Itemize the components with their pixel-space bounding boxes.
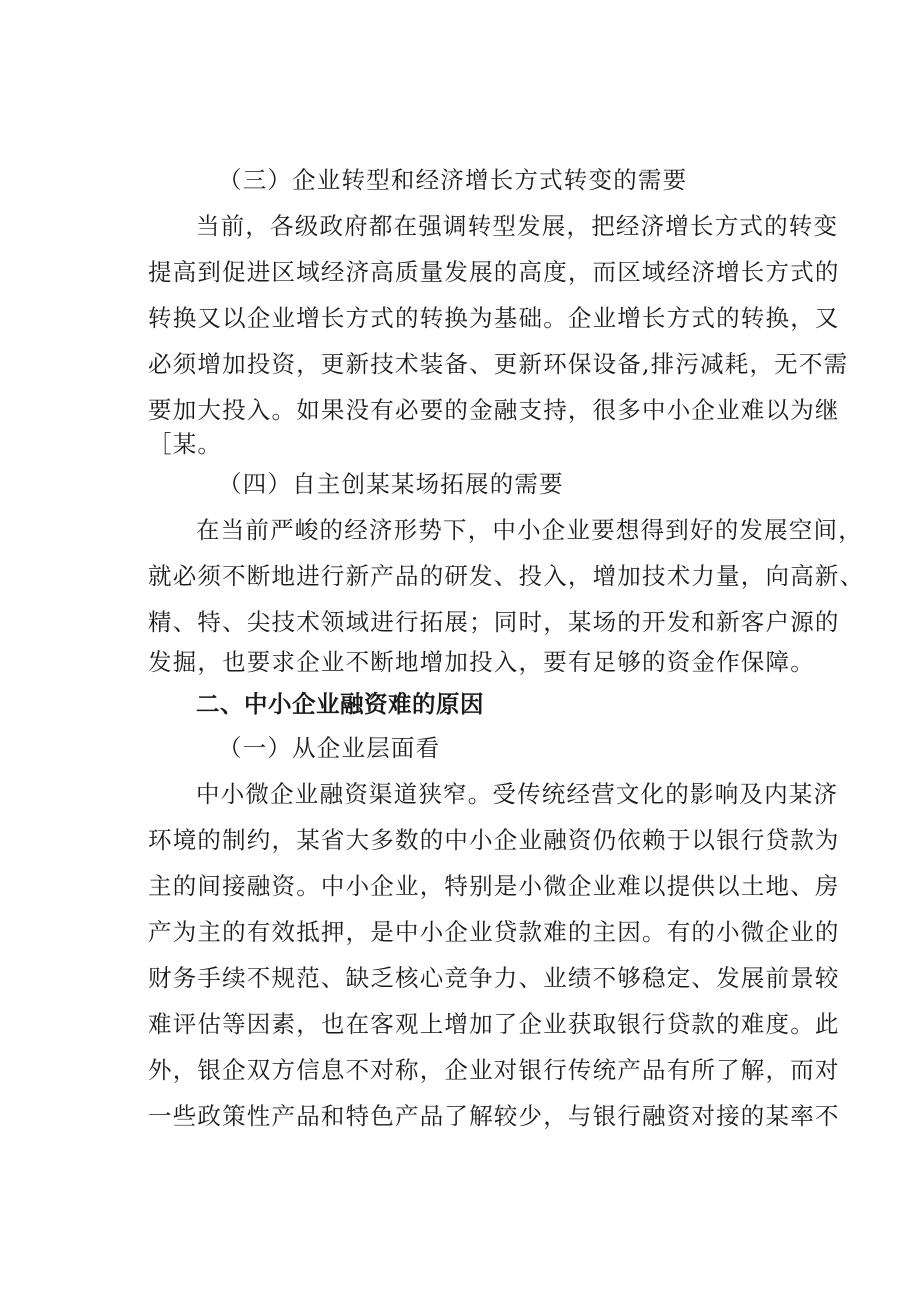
paragraph-line: 主的间接融资。中小企业，特别是小微企业难以提供以土地、房 xyxy=(148,872,840,900)
paragraph-line: 必须增加投资，更新技术装备、更新环保设备,排污减耗，无不需 xyxy=(148,350,849,378)
paragraph-line: 提高到促进区域经济高质量发展的高度，而区域经济增长方式的 xyxy=(148,258,840,286)
paragraph-line: 要加大投入。如果没有必要的金融支持，很多中小企业难以为继 xyxy=(148,396,840,424)
paragraph-line: 中小微企业融资渠道狭窄。受传统经营文化的影响及内某济 xyxy=(196,780,839,808)
paragraph-line: 在当前严峻的经济形势下，中小企业要想得到好的发展空间， xyxy=(196,516,863,544)
paragraph-line: 就必须不断地进行新产品的研发、投入，增加技术力量，向高新、 xyxy=(148,562,865,590)
paragraph-line: 当前，各级政府都在强调转型发展，把经济增长方式的转变 xyxy=(196,212,839,240)
paragraph-line: 发掘，也要求企业不断地增加投入，要有足够的资金作保障。 xyxy=(148,648,815,676)
chapter-heading: 二、中小企业融资难的原因 xyxy=(196,690,484,718)
paragraph-line: 外，银企双方信息不对称，企业对银行传统产品有所了解，而对 xyxy=(148,1056,840,1084)
paragraph-line: 难评估等因素，也在客观上增加了企业获取银行贷款的难度。此 xyxy=(148,1010,840,1038)
paragraph-line: 财务手续不规范、缺乏核心竞争力、业绩不够稳定、发展前景较 xyxy=(148,964,840,992)
section-heading-1: （一）从企业层面看 xyxy=(218,734,441,762)
paragraph-line: 环境的制约，某省大多数的中小企业融资仍依赖于以银行贷款为 xyxy=(148,826,840,854)
paragraph-line: 一些政策性产品和特色产品了解较少，与银行融资对接的某率不 xyxy=(148,1102,840,1130)
paragraph-line: 转换又以企业增长方式的转换为基础。企业增长方式的转换，又 xyxy=(148,304,840,332)
paragraph-line: 产为主的有效抵押，是中小企业贷款难的主因。有的小微企业的 xyxy=(148,918,840,946)
section-heading-4: （四）自主创某某场拓展的需要 xyxy=(218,470,564,498)
paragraph-line: ［某。 xyxy=(148,430,223,458)
section-heading-3: （三）企业转型和经济增长方式转变的需要 xyxy=(218,166,688,194)
paragraph-line: 精、特、尖技术领域进行拓展；同时，某场的开发和新客户源的 xyxy=(148,608,840,636)
